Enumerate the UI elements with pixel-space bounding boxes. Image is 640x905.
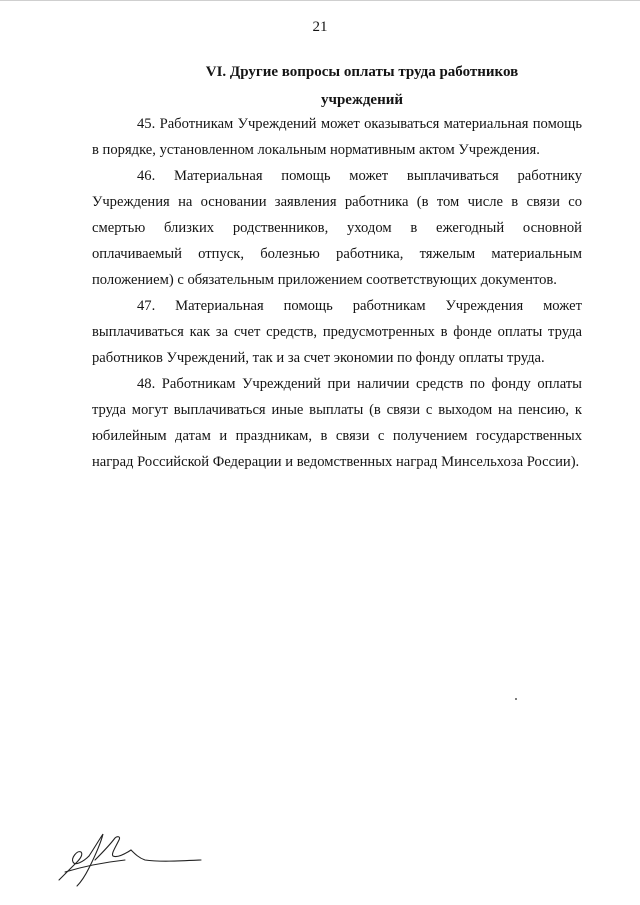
page-number: 21 <box>312 19 328 35</box>
paragraph-47: 47. Материальная помощь работникам Учреждения может выплачиваться как за счет средств, предусмотренных в фонде оплаты труда работников Учреждений, так и за счет экономии по фонду оплаты труда. <box>92 298 582 366</box>
top-border <box>0 0 640 1</box>
document-body <box>92 111 582 475</box>
signature-icon <box>55 828 205 888</box>
section-heading <box>92 58 632 114</box>
section-heading-line-1: VI. Другие вопросы оплаты труда работников <box>205 64 519 80</box>
scan-speck <box>515 698 517 700</box>
paragraph-48: 48. Работникам Учреждений при наличии средств по фонду оплаты труда могут выплачиваться иные выплаты (в связи с выходом на пенсию, к юбилейным датам и праздникам, в связи с получением государственных наград Российской Федерации и ведомственных наград Минсельхоза России). <box>92 376 582 470</box>
section-heading-line-2: учреждений <box>320 92 403 108</box>
paragraph-46: 46. Материальная помощь может выплачиваться работнику Учреждения на основании заявления работника (в том числе в связи со смертью близких родственников, уходом в ежегодный основной оплачиваемый отпуск, болезнью работника, тяжелым материальным положением) с обязательным приложением соответствующих документов. <box>92 168 582 288</box>
paragraph-45: 45. Работникам Учреждений может оказываться материальная помощь в порядке, установленном локальным нормативным актом Учреждения. <box>92 116 582 158</box>
